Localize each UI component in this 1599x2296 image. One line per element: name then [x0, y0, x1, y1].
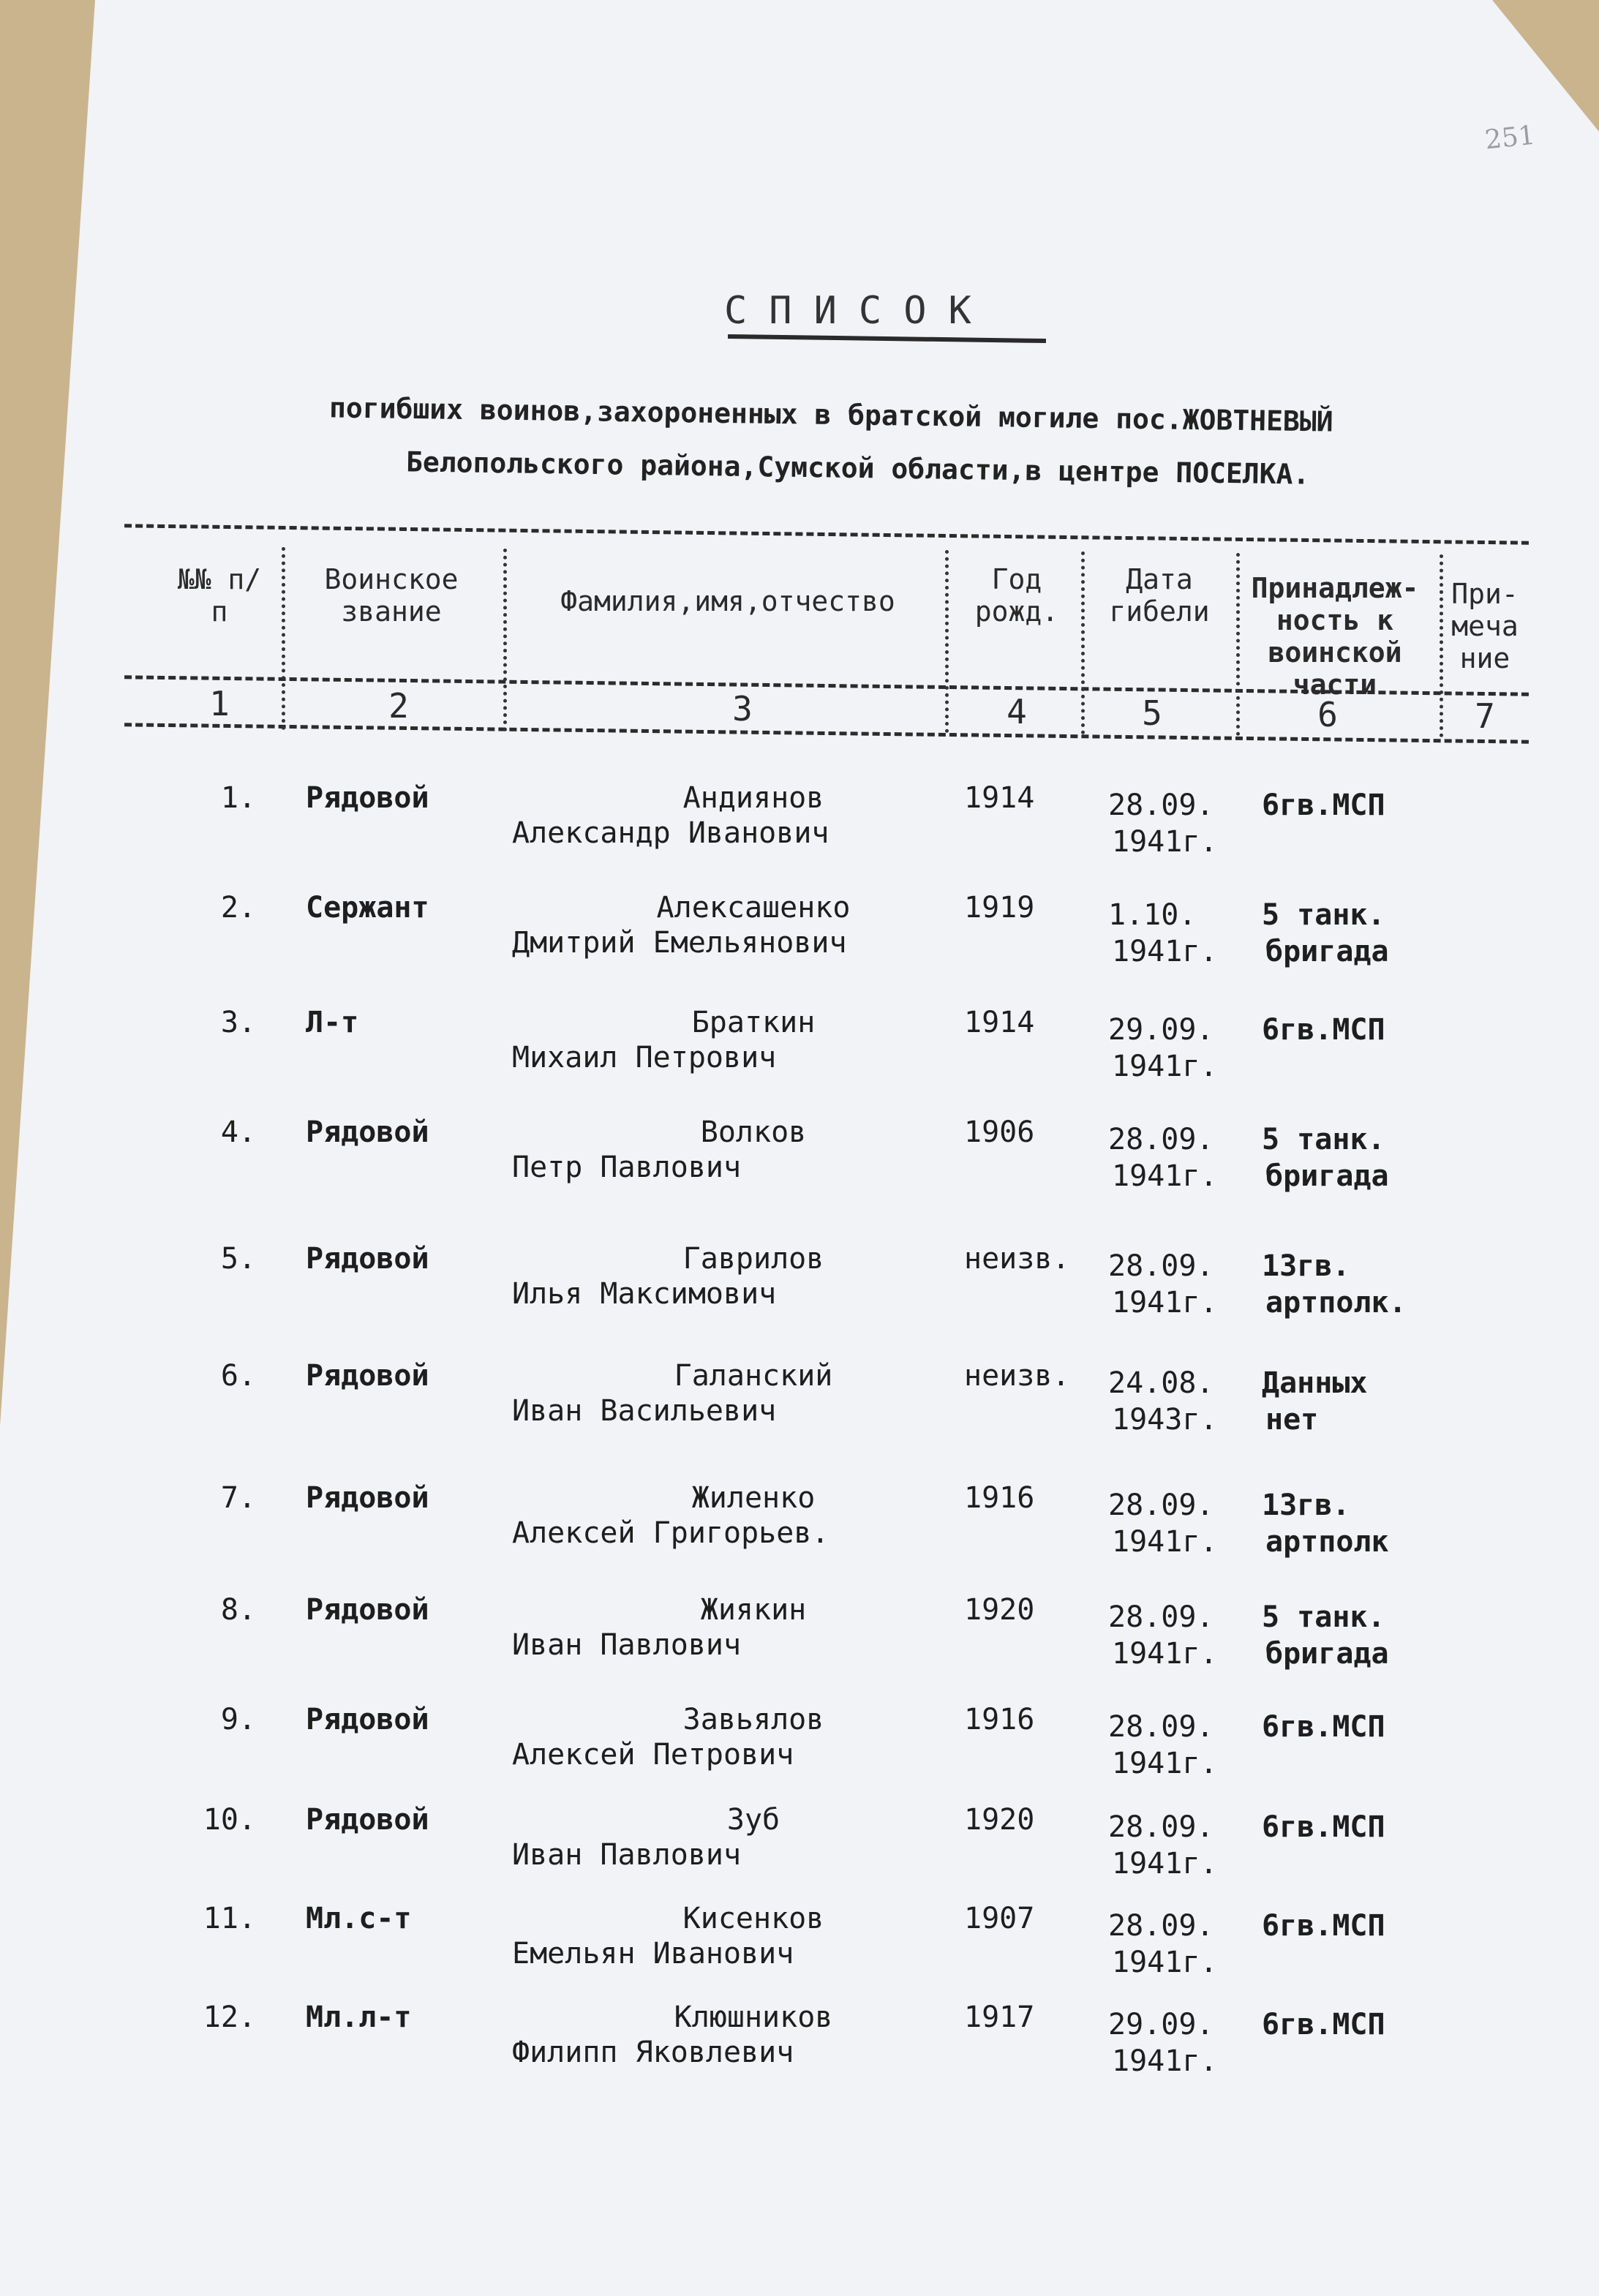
birth-year: 1914: [964, 1006, 1035, 1039]
header-col-7: При-мечание: [1451, 578, 1519, 674]
military-unit-line-2: бригада: [1265, 1159, 1389, 1193]
rank: Рядовой: [306, 1481, 429, 1515]
military-unit: Данных: [1262, 1366, 1368, 1400]
death-date: 1.10.: [1108, 898, 1197, 932]
surname: Завьялов: [682, 1703, 824, 1736]
surname: Галанский: [674, 1359, 833, 1393]
table-row: [0, 1593, 1599, 1695]
rank: Рядовой: [306, 781, 429, 815]
death-date: 28.09.: [1108, 1488, 1214, 1522]
death-date: 28.09.: [1108, 1810, 1214, 1844]
header-num-5: 5: [1142, 693, 1162, 733]
table-row: [0, 1115, 1599, 1218]
table-row: [0, 1359, 1599, 1461]
birth-year: 1919: [964, 891, 1035, 925]
death-year: 1941г.: [1112, 1847, 1218, 1881]
rank: Рядовой: [306, 1803, 429, 1837]
row-number: 4.: [220, 1115, 256, 1149]
surname: Гаврилов: [682, 1242, 824, 1276]
header-col-5: Дата гибели: [1109, 563, 1210, 628]
first-patronymic: Алексей Петрович: [512, 1738, 794, 1772]
document-title: СПИСОК: [724, 289, 993, 333]
surname: Алексашенко: [656, 891, 851, 925]
military-unit: 13гв.: [1262, 1488, 1350, 1522]
first-patronymic: Емельян Иванович: [512, 1937, 794, 1971]
table-row: [0, 2000, 1599, 2103]
column-separator: [1440, 554, 1443, 737]
death-year: 1941г.: [1112, 1159, 1218, 1193]
row-number: 11.: [203, 1902, 256, 1935]
rank: Рядовой: [306, 1703, 429, 1736]
surname: Браткин: [691, 1006, 816, 1039]
death-date: 28.09.: [1108, 1600, 1214, 1634]
birth-year: неизв.: [964, 1359, 1070, 1393]
first-patronymic: Иван Павлович: [512, 1838, 742, 1872]
rank: Мл.л-т: [306, 2000, 412, 2034]
death-date: 24.08.: [1108, 1366, 1214, 1400]
military-unit-line-2: бригада: [1265, 935, 1389, 968]
rank: Мл.с-т: [306, 1902, 412, 1935]
subtitle-line-1: погибших воинов,захороненных в братской могиле пос.ЖОВТНЕВЫЙ: [328, 391, 1333, 438]
birth-year: 1916: [964, 1481, 1035, 1515]
header-col-1: №№ п/п: [177, 563, 262, 628]
surname: Жиякин: [700, 1593, 807, 1627]
table-row: [0, 1242, 1599, 1344]
table-row: [0, 1803, 1599, 1905]
death-date: 28.09.: [1108, 1909, 1214, 1943]
table-row: [0, 1006, 1599, 1108]
table-row: [0, 1703, 1599, 1805]
header-num-4: 4: [1007, 692, 1027, 731]
rank: Рядовой: [306, 1115, 429, 1149]
column-separator: [1081, 552, 1085, 734]
column-separator: [503, 549, 507, 731]
rank: Л-т: [306, 1006, 359, 1039]
first-patronymic: Александр Иванович: [512, 816, 829, 850]
death-date: 29.09.: [1108, 1013, 1214, 1047]
military-unit: 6гв.МСП: [1262, 1013, 1385, 1047]
military-unit-line-2: артполк.: [1265, 1286, 1407, 1320]
first-patronymic: Филипп Яковлевич: [512, 2036, 794, 2069]
military-unit: 5 танк.: [1262, 1123, 1385, 1156]
death-year: 1941г.: [1112, 1050, 1218, 1083]
header-num-6: 6: [1317, 695, 1338, 734]
first-patronymic: Илья Максимович: [512, 1277, 777, 1311]
first-patronymic: Дмитрий Емельянович: [512, 926, 847, 960]
header-col-6: Принадлеж-ность к воинской части: [1251, 572, 1419, 701]
surname: Волков: [700, 1115, 807, 1149]
header-num-3: 3: [732, 689, 753, 729]
row-number: 10.: [203, 1803, 256, 1837]
death-year: 1941г.: [1112, 1637, 1218, 1671]
military-unit: 6гв.МСП: [1262, 1810, 1385, 1844]
page-number-mark: 251: [1483, 120, 1537, 156]
row-number: 5.: [220, 1242, 256, 1276]
first-patronymic: Иван Васильевич: [512, 1394, 777, 1428]
death-date: 28.09.: [1108, 1710, 1214, 1744]
military-unit: 5 танк.: [1262, 1600, 1385, 1634]
birth-year: 1920: [964, 1593, 1035, 1627]
header-num-7: 7: [1475, 696, 1495, 736]
rank: Рядовой: [306, 1359, 429, 1393]
military-unit: 5 танк.: [1262, 898, 1385, 932]
row-number: 9.: [220, 1703, 256, 1736]
table-row: [0, 1902, 1599, 2004]
military-unit: 13гв.: [1262, 1249, 1350, 1283]
first-patronymic: Иван Павлович: [512, 1628, 742, 1662]
death-year: 1943г.: [1112, 1403, 1218, 1437]
header-col-2: Воинское звание: [324, 563, 459, 628]
row-number: 6.: [220, 1359, 256, 1393]
first-patronymic: Михаил Петрович: [512, 1041, 777, 1074]
header-col-4: Год рожд.: [974, 563, 1059, 628]
death-year: 1941г.: [1112, 935, 1218, 968]
row-number: 2.: [220, 891, 256, 925]
table-row: [0, 891, 1599, 993]
birth-year: 1917: [964, 2000, 1035, 2034]
military-unit: 6гв.МСП: [1262, 2008, 1385, 2041]
birth-year: 1920: [964, 1803, 1035, 1837]
subtitle-line-2: Белопольского района,Сумской области,в центре ПОСЕЛКА.: [405, 445, 1310, 491]
death-year: 1941г.: [1112, 1286, 1218, 1320]
birth-year: 1916: [964, 1703, 1035, 1736]
death-year: 1941г.: [1112, 825, 1218, 859]
rank: Рядовой: [306, 1593, 429, 1627]
death-date: 29.09.: [1108, 2008, 1214, 2041]
row-number: 8.: [220, 1593, 256, 1627]
military-unit-line-2: артполк: [1265, 1525, 1389, 1559]
row-number: 7.: [220, 1481, 256, 1515]
row-number: 12.: [203, 2000, 256, 2034]
surname: Клюшников: [674, 2000, 833, 2034]
row-number: 1.: [220, 781, 256, 815]
death-year: 1941г.: [1112, 1946, 1218, 1979]
death-date: 28.09.: [1108, 788, 1214, 822]
death-year: 1941г.: [1112, 1747, 1218, 1780]
military-unit-line-2: нет: [1265, 1403, 1319, 1437]
table-row: [0, 1481, 1599, 1584]
header-col-3: Фамилия,имя,отчество: [560, 585, 895, 617]
rank: Сержант: [306, 891, 429, 925]
military-unit: 6гв.МСП: [1262, 788, 1385, 822]
military-unit: 6гв.МСП: [1262, 1710, 1385, 1744]
first-patronymic: Петр Павлович: [512, 1151, 742, 1184]
column-separator: [282, 547, 285, 730]
military-unit-line-2: бригада: [1265, 1637, 1389, 1671]
birth-year: 1914: [964, 781, 1035, 815]
surname: Жиленко: [691, 1481, 816, 1515]
header-num-1: 1: [209, 684, 230, 723]
death-date: 28.09.: [1108, 1249, 1214, 1283]
rank: Рядовой: [306, 1242, 429, 1276]
birth-year: 1906: [964, 1115, 1035, 1149]
military-unit: 6гв.МСП: [1262, 1909, 1385, 1943]
death-year: 1941г.: [1112, 1525, 1218, 1559]
surname: Зуб: [726, 1803, 780, 1837]
surname: Андиянов: [682, 781, 824, 815]
first-patronymic: Алексей Григорьев.: [512, 1516, 829, 1550]
birth-year: неизв.: [964, 1242, 1070, 1276]
table-row: [0, 781, 1599, 884]
header-num-2: 2: [388, 686, 409, 726]
surname: Кисенков: [682, 1902, 824, 1935]
death-date: 28.09.: [1108, 1123, 1214, 1156]
column-separator: [945, 550, 949, 733]
birth-year: 1907: [964, 1902, 1035, 1935]
row-number: 3.: [220, 1006, 256, 1039]
death-year: 1941г.: [1112, 2044, 1218, 2078]
